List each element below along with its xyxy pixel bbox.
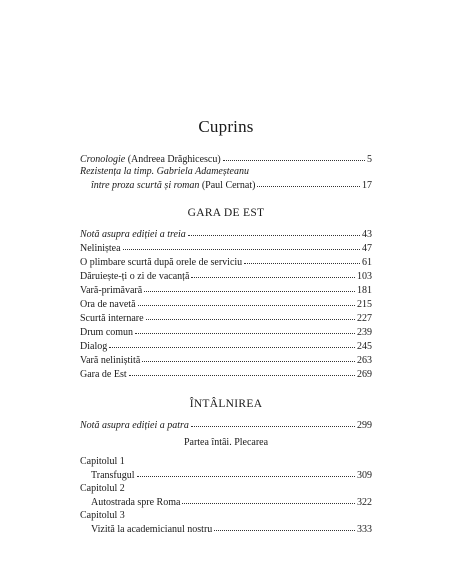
page-title: Cuprins [198, 117, 254, 136]
dot-leader [129, 366, 355, 376]
section-heading-intalnirea: ÎNTÂLNIREA [189, 398, 263, 410]
toc-entry-label: Vară neliniștită [80, 355, 141, 366]
toc-entry-label: Vizită la academicianul nostru [91, 524, 213, 535]
toc-entry-label: Transfugul [91, 470, 135, 481]
page-number: 43 [362, 229, 372, 240]
toc-entry [80, 255, 372, 268]
toc-entry-label: Drum comun [80, 327, 134, 338]
toc-entry-label: Scurtă internare [80, 313, 144, 324]
toc-entry-label: (Paul Cernat) [199, 180, 256, 191]
page-number: 309 [357, 470, 372, 481]
dot-leader [123, 240, 360, 250]
toc-entry-label: Vară-primăvară [80, 285, 143, 296]
page-number: 181 [357, 285, 372, 296]
toc-entry-chapter [91, 495, 372, 508]
toc-entry-nota-intalnirea [80, 418, 372, 431]
page-number: 17 [362, 180, 372, 191]
page-number: 47 [362, 243, 372, 254]
chapter-label: Capitolul 3 [80, 510, 125, 521]
dot-leader [214, 521, 355, 531]
toc-entry-nota-gara [80, 227, 372, 240]
toc-entry [80, 297, 372, 310]
dot-leader [191, 268, 355, 278]
chapter-label: Capitolul 1 [80, 456, 125, 467]
page-number: 5 [367, 154, 372, 165]
toc-entry-label: Ora de navetă [80, 299, 136, 310]
dot-leader [144, 282, 355, 292]
dot-leader [182, 494, 355, 504]
part-heading: Partea întâi. Plecarea [183, 437, 269, 448]
page-number: 227 [357, 313, 372, 324]
toc-entry-label: Dialog [80, 341, 108, 352]
toc-entry [80, 311, 372, 324]
toc-entry-italic: Cronologie [80, 154, 126, 165]
toc-entry-label: Gara de Est [80, 369, 127, 380]
toc-entry-label: Dăruiește-ți o zi de vacanță [80, 271, 190, 282]
toc-entry [80, 269, 372, 282]
toc-entry [80, 241, 372, 254]
page-number: 239 [357, 327, 372, 338]
page-number: 103 [357, 271, 372, 282]
dot-leader [135, 324, 355, 334]
toc-entry [80, 283, 372, 296]
toc-entry-label: Neliniștea [80, 243, 121, 254]
dot-leader [137, 467, 355, 477]
toc-entry [80, 325, 372, 338]
toc-entry-label: O plimbare scurtă după orele de serviciu [80, 257, 243, 268]
toc-entry-chapter [91, 522, 372, 535]
dot-leader [138, 296, 355, 306]
page-number: 245 [357, 341, 372, 352]
dot-leader [244, 254, 360, 264]
toc-entry [80, 367, 372, 380]
toc-entry [80, 339, 372, 352]
toc-entry-label: Notă asupra ediției a treia [80, 229, 186, 240]
page-number: 299 [357, 420, 372, 431]
page-number: 61 [362, 257, 372, 268]
page-number: 333 [357, 524, 372, 535]
dot-leader [223, 151, 365, 161]
dot-leader [146, 310, 355, 320]
page-number: 263 [357, 355, 372, 366]
toc-entry-label: Autostrada spre Roma [91, 497, 181, 508]
toc-entry-label: Notă asupra ediției a patra [80, 420, 189, 431]
section-heading-gara: GARA DE EST [187, 207, 265, 219]
toc-entry [80, 353, 372, 366]
toc-entry-chapter [91, 468, 372, 481]
toc-entry-label: (Andreea Drăghicescu) [125, 154, 221, 165]
toc-entry-italic: între proza scurtă și roman [91, 180, 200, 191]
dot-leader [109, 338, 355, 348]
toc-entry-rezistenta [91, 178, 372, 191]
dot-leader [188, 226, 360, 236]
dot-leader [142, 352, 355, 362]
dot-leader [191, 417, 355, 427]
page-number: 322 [357, 497, 372, 508]
page-number: 269 [357, 369, 372, 380]
toc-entry-rezistenta-line1: Rezistența la timp. Gabriela Adameșteanu [80, 166, 249, 177]
dot-leader [257, 177, 360, 187]
toc-entry-cronologie [80, 152, 372, 165]
page-number: 215 [357, 299, 372, 310]
chapter-label: Capitolul 2 [80, 483, 125, 494]
